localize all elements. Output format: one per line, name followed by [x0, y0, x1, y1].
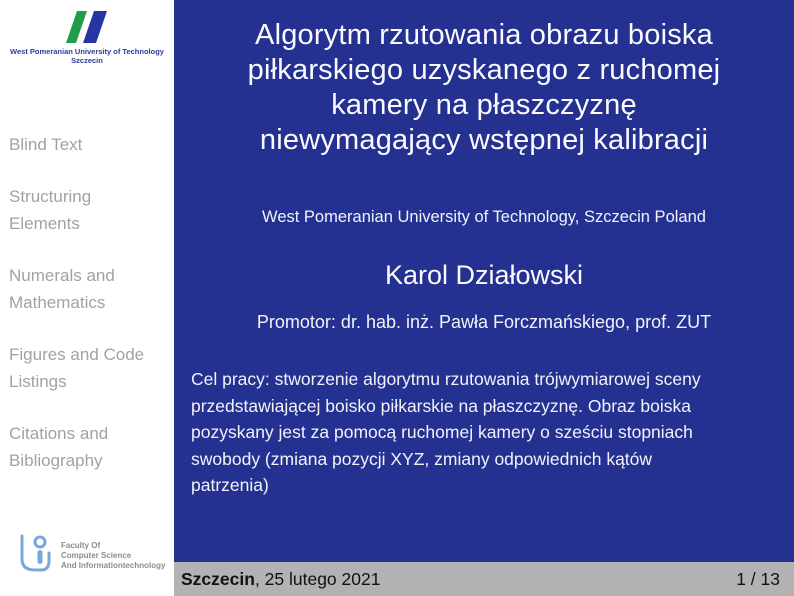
faculty-line-1: Faculty Of: [61, 540, 101, 550]
footer-bar: [174, 562, 794, 596]
slide-title: [174, 18, 794, 158]
abstract-line: swobody (zmiana pozycji XYZ, zmiany odpowiednich kątów: [191, 448, 653, 469]
sidebar-item-figures-and-code-listings[interactable]: Figures and Code Listings: [9, 345, 145, 391]
faculty-line-2: Computer Science: [61, 550, 132, 560]
university-logo-icon: [57, 10, 117, 44]
footer-location: Szczecin: [181, 568, 255, 589]
author-name: Karol Działowski: [384, 260, 584, 290]
title-line: Algorytm rzutowania obrazu boiska: [255, 19, 713, 51]
title-line: piłkarskiego uzyskanego z ruchomej: [247, 54, 721, 86]
university-city: Szczecin: [71, 56, 103, 65]
faculty-logo-icon: [18, 533, 52, 578]
sidebar-item-numerals-and-mathematics[interactable]: Numerals and Mathematics: [9, 266, 115, 312]
sidebar-nav: [9, 131, 165, 499]
supervisor-line: Promotor: dr. hab. inż. Pawła Forczmańskiego, prof. ZUT: [256, 312, 712, 332]
university-logo: [0, 10, 174, 65]
sidebar-item-blind-text[interactable]: Blind Text: [9, 135, 83, 154]
page-number: 1 / 13: [736, 568, 780, 589]
sidebar-item-citations-and-bibliography[interactable]: Citations and Bibliography: [9, 424, 109, 470]
abstract-line: pozyskany jest za pomocą ruchomej kamery o sześciu stopniach: [191, 422, 693, 442]
footer-date: [174, 569, 380, 590]
abstract-line: przedstawiającej boisko piłkarskie na płaszczyznę. Obraz boiska: [191, 395, 691, 416]
footer-date-rest: , 25 lutego 2021: [254, 568, 381, 589]
faculty-logo: [18, 533, 174, 578]
faculty-logo-text: [61, 541, 165, 571]
university-logo-text: [0, 47, 174, 65]
abstract-paragraph: [174, 366, 794, 499]
sidebar-item-structuring-elements[interactable]: Structuring Elements: [9, 187, 92, 233]
abstract-line: patrzenia): [191, 475, 269, 495]
institute-line: West Pomeranian University of Technology, Szczecin Poland: [262, 208, 706, 226]
title-line: kamery na płaszczyznę: [331, 89, 637, 121]
university-name: West Pomeranian University of Technology: [10, 47, 164, 56]
sidebar: [0, 0, 174, 596]
title-line: niewymagający wstępnej kalibracji: [259, 124, 709, 156]
faculty-line-3: And Informationtechnology: [61, 560, 166, 570]
slide-body: [174, 0, 794, 562]
abstract-line: Cel pracy: stworzenie algorytmu rzutowania trójwymiarowej sceny: [191, 369, 701, 389]
